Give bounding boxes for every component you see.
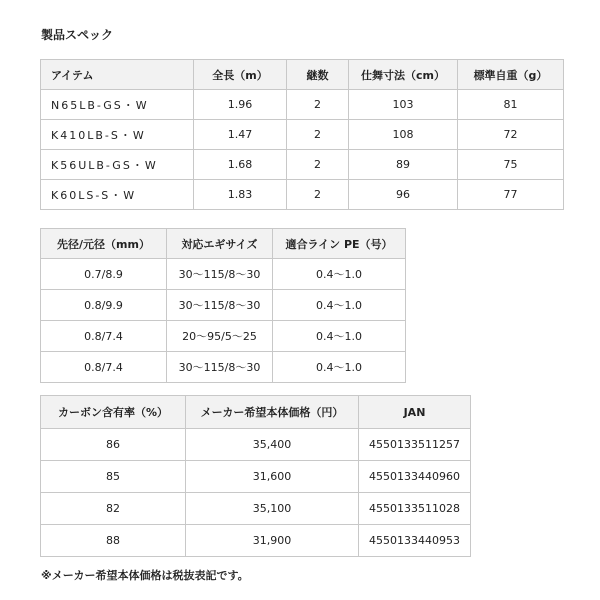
cell-weight: 77 xyxy=(458,180,564,210)
header-weight: 標準自重（g） xyxy=(458,60,564,90)
cell-carbon-rate: 85 xyxy=(41,461,186,493)
cell-egi-size: 30～115/8～30 xyxy=(167,352,273,383)
cell-length: 1.47 xyxy=(194,120,287,150)
cell-length: 1.83 xyxy=(194,180,287,210)
cell-diameter: 0.7/8.9 xyxy=(41,259,167,290)
table-row xyxy=(41,90,564,120)
cell-jan: 4550133511028 xyxy=(359,493,471,525)
cell-line-pe: 0.4～1.0 xyxy=(273,352,406,383)
cell-diameter: 0.8/7.4 xyxy=(41,321,167,352)
price-table xyxy=(40,395,471,557)
cell-weight: 75 xyxy=(458,150,564,180)
header-egi-size: 対応エギサイズ xyxy=(167,229,273,259)
table-row xyxy=(41,461,471,493)
cell-sections: 2 xyxy=(287,150,349,180)
cell-length: 1.68 xyxy=(194,150,287,180)
cell-price: 35,400 xyxy=(186,429,359,461)
cell-item: K60LS-S・W xyxy=(41,180,194,210)
cell-sections: 2 xyxy=(287,120,349,150)
cell-length: 1.96 xyxy=(194,90,287,120)
line-table xyxy=(40,228,406,383)
cell-carbon-rate: 82 xyxy=(41,493,186,525)
cell-egi-size: 30～115/8～30 xyxy=(167,290,273,321)
table-row xyxy=(41,259,406,290)
cell-line-pe: 0.4～1.0 xyxy=(273,321,406,352)
header-sections: 継数 xyxy=(287,60,349,90)
cell-weight: 81 xyxy=(458,90,564,120)
table-row xyxy=(41,493,471,525)
cell-item: K56ULB-GS・W xyxy=(41,150,194,180)
table-row xyxy=(41,120,564,150)
cell-item: N65LB-GS・W xyxy=(41,90,194,120)
cell-sections: 2 xyxy=(287,180,349,210)
table-row xyxy=(41,180,564,210)
header-carbon-rate: カーボン含有率（%） xyxy=(41,396,186,429)
spec-table xyxy=(40,59,564,210)
cell-price: 35,100 xyxy=(186,493,359,525)
cell-carbon-rate: 88 xyxy=(41,525,186,557)
table-header-row xyxy=(41,229,406,259)
cell-price: 31,900 xyxy=(186,525,359,557)
table-header-row xyxy=(41,60,564,90)
cell-line-pe: 0.4～1.0 xyxy=(273,259,406,290)
table-row xyxy=(41,429,471,461)
table-row xyxy=(41,352,406,383)
cell-closed-length: 89 xyxy=(349,150,458,180)
cell-item: K410LB-S・W xyxy=(41,120,194,150)
table-row xyxy=(41,290,406,321)
table-row xyxy=(41,150,564,180)
page-title: 製品スペック xyxy=(41,28,114,42)
table-row xyxy=(41,321,406,352)
cell-carbon-rate: 86 xyxy=(41,429,186,461)
header-jan: JAN xyxy=(359,396,471,429)
header-line-pe: 適合ライン PE（号） xyxy=(273,229,406,259)
price-note: ※メーカー希望本体価格は税抜表記です。 xyxy=(41,569,249,582)
cell-closed-length: 103 xyxy=(349,90,458,120)
header-closed-length: 仕舞寸法（cm） xyxy=(349,60,458,90)
cell-sections: 2 xyxy=(287,90,349,120)
header-tip-butt-diameter: 先径/元径（mm） xyxy=(41,229,167,259)
header-length: 全長（m） xyxy=(194,60,287,90)
cell-weight: 72 xyxy=(458,120,564,150)
cell-egi-size: 20～95/5～25 xyxy=(167,321,273,352)
cell-jan: 4550133511257 xyxy=(359,429,471,461)
cell-closed-length: 96 xyxy=(349,180,458,210)
cell-diameter: 0.8/7.4 xyxy=(41,352,167,383)
table-row xyxy=(41,525,471,557)
cell-jan: 4550133440960 xyxy=(359,461,471,493)
header-price: メーカー希望本体価格（円） xyxy=(186,396,359,429)
table-header-row xyxy=(41,396,471,429)
cell-price: 31,600 xyxy=(186,461,359,493)
cell-line-pe: 0.4～1.0 xyxy=(273,290,406,321)
cell-diameter: 0.8/9.9 xyxy=(41,290,167,321)
cell-egi-size: 30～115/8～30 xyxy=(167,259,273,290)
cell-jan: 4550133440953 xyxy=(359,525,471,557)
cell-closed-length: 108 xyxy=(349,120,458,150)
header-item: アイテム xyxy=(41,60,194,90)
